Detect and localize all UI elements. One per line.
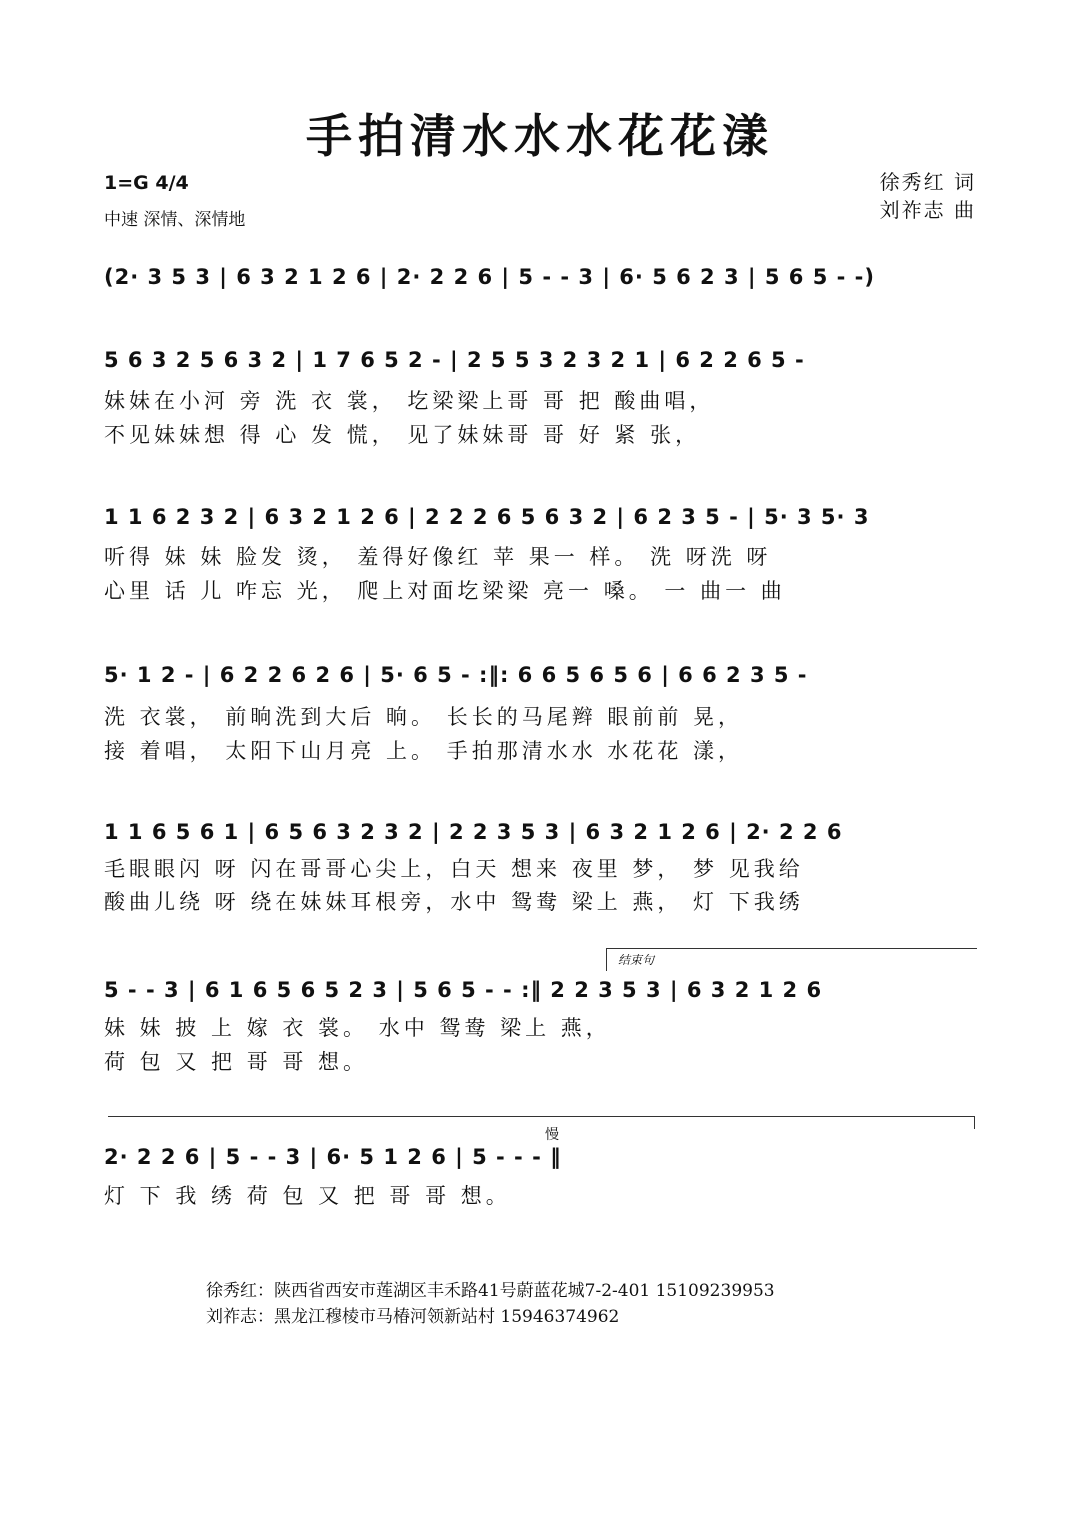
lyric-line-1-verse-2: 不见妹妹想 得 心 发 慌， 见了妹妹哥 哥 好 紧 张， [104,423,701,447]
ending-label: 结束句 [618,953,655,967]
lyric-line-4-verse-2: 酸曲儿绕 呀 绕在妹妹耳根旁，水中 鸳鸯 梁上 燕， 灯 下我绣 [104,890,804,914]
contact-composer: 刘祚志：黑龙江穆棱市马椿河领新站村 15946374962 [206,1307,620,1327]
lyric-line-5-verse-1: 妹 妹 披 上 嫁 衣 裳。 水中 鸳鸯 梁上 燕， [104,1016,611,1040]
notation-line-2: 1 1 6 2 3 2 | 6 3 2 1 2 6 | 2 2 2 6 5 6 3 2 | 6 2 3 5 - | 5· 3 5· 3 [104,505,870,529]
lyric-line-6-verse-1: 灯 下 我 绣 荷 包 又 把 哥 哥 想。 [104,1184,511,1208]
lyric-line-3-verse-1: 洗 衣裳， 前晌洗到大后 晌。 长长的马尾辫 眼前前 晃， [104,705,744,729]
lyricist-credit: 徐秀红 词 [879,170,976,194]
contact-lyricist: 徐秀红：陕西省西安市莲湖区丰禾路41号蔚蓝花城7-2-401 15109239953 [206,1281,775,1301]
key-signature: 1=G 4/4 [104,172,189,194]
lyric-line-5-verse-2: 荷 包 又 把 哥 哥 想。 [104,1050,369,1074]
lyric-line-4-verse-1: 毛眼眼闪 呀 闪在哥哥心尖上，白天 想来 夜里 梦， 梦 见我给 [104,857,804,881]
notation-line-3: 5· 1 2 - | 6 2 2 6 2 6 | 5· 6 5 - :‖: 6 6 5 6 5 6 | 6 6 2 3 5 - [104,663,808,687]
ending-bracket [606,948,977,971]
slow-label: 慢 [545,1127,559,1143]
song-title: 手拍清水水水花花漾 [306,109,774,163]
notation-line-1: 5 6 3 2 5 6 3 2 | 1 7 6 5 2 - | 2 5 5 3 2 3 2 1 | 6 2 2 6 5 - [104,348,805,372]
notation-line-6: 2· 2 2 6 | 5 - - 3 | 6· 5 1 2 6 | 5 - - - ‖ [104,1145,562,1169]
lyric-line-2-verse-1: 听得 妹 妹 脸发 烫， 羞得好像红 苹 果一 样。 洗 呀洗 呀 [104,545,772,569]
lyric-line-1-verse-1: 妹妹在小河 旁 洗 衣 裳， 圪梁梁上哥 哥 把 酸曲唱， [104,389,715,413]
tempo-marking: 中速 深情、深情地 [104,210,246,230]
composer-credit: 刘祚志 曲 [879,198,976,222]
notation-line-5: 5 - - 3 | 6 1 6 5 6 5 2 3 | 5 6 5 - - :‖ 2 2 3 5 3 | 6 3 2 1 2 6 [104,978,823,1002]
notation-line-4: 1 1 6 5 6 1 | 6 5 6 3 2 3 2 | 2 2 3 5 3 | 6 3 2 1 2 6 | 2· 2 2 6 [104,820,843,844]
slow-bracket [108,1116,975,1129]
notation-line-intro: (2· 3 5 3 | 6 3 2 1 2 6 | 2· 2 2 6 | 5 - - 3 | 6· 5 6 2 3 | 5 6 5 - -) [104,265,875,289]
lyric-line-3-verse-2: 接 着唱， 太阳下山月亮 上。 手拍那清水水 水花花 漾， [104,739,744,763]
lyric-line-2-verse-2: 心里 话 儿 咋忘 光， 爬上对面圪梁梁 亮一 嗓。 一 曲一 曲 [104,579,786,603]
